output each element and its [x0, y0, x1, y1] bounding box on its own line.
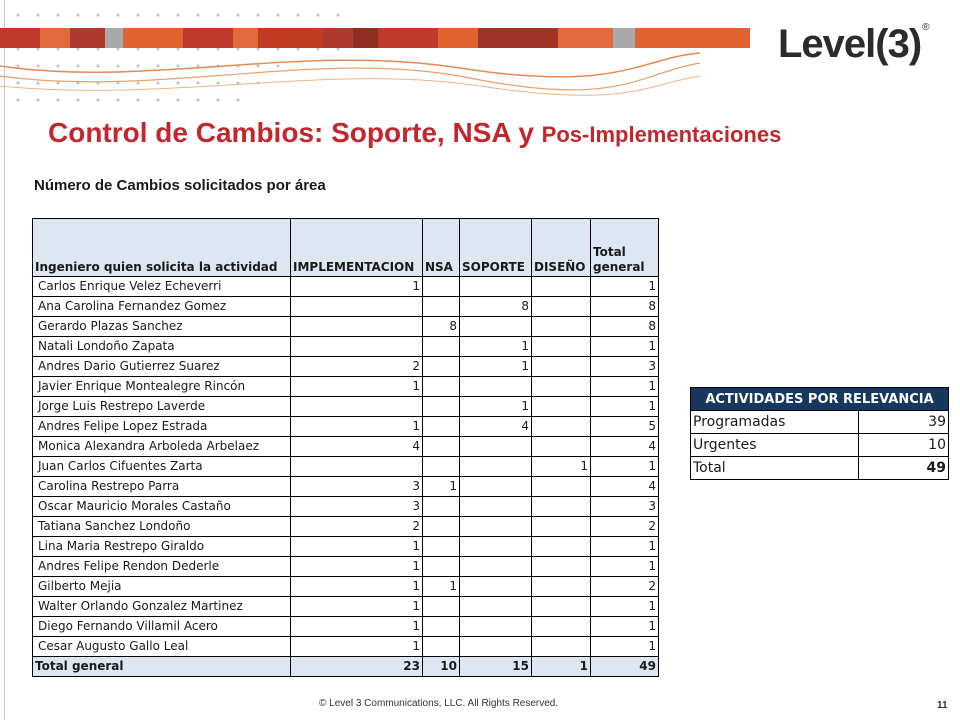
- nsa-cell: [423, 457, 460, 477]
- slide-subtitle: Número de Cambios solicitados por área: [34, 177, 326, 194]
- nsa-cell: [423, 617, 460, 637]
- nsa-cell: [423, 437, 460, 457]
- table-row: [33, 537, 659, 557]
- table-total-row: [33, 657, 659, 677]
- total-implementacion: 23: [291, 657, 423, 677]
- table-row: [33, 397, 659, 417]
- diseno-cell: [532, 317, 591, 337]
- implementacion-cell: 3: [291, 497, 423, 517]
- relevance-row: [691, 411, 949, 434]
- total-cell: 1: [591, 337, 659, 357]
- nsa-cell: 8: [423, 317, 460, 337]
- total-cell: 4: [591, 437, 659, 457]
- diseno-cell: [532, 577, 591, 597]
- diseno-cell: [532, 417, 591, 437]
- table-header-row: [33, 219, 659, 277]
- engineer-name-cell: Ana Carolina Fernandez Gomez: [33, 297, 291, 317]
- engineer-name-cell: Juan Carlos Cifuentes Zarta: [33, 457, 291, 477]
- total-cell: 1: [591, 537, 659, 557]
- total-nsa: 10: [423, 657, 460, 677]
- total-cell: 3: [591, 497, 659, 517]
- soporte-cell: [460, 457, 532, 477]
- total-general: 49: [591, 657, 659, 677]
- total-cell: 1: [591, 617, 659, 637]
- total-cell: 2: [591, 577, 659, 597]
- implementacion-cell: 1: [291, 597, 423, 617]
- implementacion-cell: 1: [291, 377, 423, 397]
- page-number: 11: [937, 700, 948, 711]
- soporte-cell: 1: [460, 357, 532, 377]
- engineer-name-cell: Gerardo Plazas Sanchez: [33, 317, 291, 337]
- nsa-cell: [423, 497, 460, 517]
- soporte-cell: 1: [460, 397, 532, 417]
- table-row: [33, 317, 659, 337]
- nsa-cell: [423, 277, 460, 297]
- engineer-name-cell: Cesar Augusto Gallo Leal: [33, 637, 291, 657]
- engineer-name-cell: Gilberto Mejia: [33, 577, 291, 597]
- relevance-row: [691, 457, 949, 480]
- table-row: [33, 377, 659, 397]
- engineer-name-cell: Natali Londoño Zapata: [33, 337, 291, 357]
- relevance-label: Programadas: [691, 411, 859, 434]
- table-row: [33, 477, 659, 497]
- relevance-row: [691, 434, 949, 457]
- engineer-name-cell: Lina Maria Restrepo Giraldo: [33, 537, 291, 557]
- nsa-cell: 1: [423, 477, 460, 497]
- implementacion-cell: [291, 297, 423, 317]
- soporte-cell: [460, 277, 532, 297]
- nsa-cell: [423, 417, 460, 437]
- engineer-name-cell: Javier Enrique Montealegre Rincón: [33, 377, 291, 397]
- soporte-cell: [460, 317, 532, 337]
- total-cell: 8: [591, 317, 659, 337]
- activities-by-relevance-table: [690, 387, 949, 480]
- nsa-cell: [423, 517, 460, 537]
- diseno-cell: [532, 557, 591, 577]
- soporte-cell: [460, 577, 532, 597]
- total-cell: 8: [591, 297, 659, 317]
- nsa-cell: [423, 637, 460, 657]
- implementacion-cell: 2: [291, 517, 423, 537]
- engineer-name-cell: Diego Fernando Villamil Acero: [33, 617, 291, 637]
- implementacion-cell: [291, 317, 423, 337]
- total-cell: 1: [591, 397, 659, 417]
- table-row: [33, 457, 659, 477]
- total-soporte: 15: [460, 657, 532, 677]
- engineer-name-cell: Andres Felipe Rendon Dederle: [33, 557, 291, 577]
- implementacion-cell: [291, 337, 423, 357]
- nsa-cell: 1: [423, 577, 460, 597]
- nsa-cell: [423, 397, 460, 417]
- slide-title: Control de Cambios: Soporte, NSA y Pos-Implementaciones: [48, 117, 782, 148]
- diseno-cell: [532, 297, 591, 317]
- table-row: [33, 637, 659, 657]
- table-row: [33, 497, 659, 517]
- total-cell: 1: [591, 377, 659, 397]
- table-row: [33, 357, 659, 377]
- header-total-general: Total general: [591, 219, 659, 277]
- soporte-cell: 8: [460, 297, 532, 317]
- table-row: [33, 557, 659, 577]
- soporte-cell: [460, 597, 532, 617]
- total-cell: 5: [591, 417, 659, 437]
- table-row: [33, 277, 659, 297]
- diseno-cell: [532, 397, 591, 417]
- table-row: [33, 417, 659, 437]
- relevance-value: 39: [859, 411, 949, 434]
- soporte-cell: 4: [460, 417, 532, 437]
- soporte-cell: [460, 637, 532, 657]
- soporte-cell: [460, 477, 532, 497]
- total-diseno: 1: [532, 657, 591, 677]
- header-soporte: SOPORTE: [460, 219, 532, 277]
- engineer-name-cell: Monica Alexandra Arboleda Arbelaez: [33, 437, 291, 457]
- table-row: [33, 617, 659, 637]
- implementacion-cell: 3: [291, 477, 423, 497]
- total-cell: 1: [591, 457, 659, 477]
- implementacion-cell: [291, 397, 423, 417]
- table-row: [33, 517, 659, 537]
- engineer-name-cell: Carolina Restrepo Parra: [33, 477, 291, 497]
- header-nsa: NSA: [423, 219, 460, 277]
- level3-logo: Level(3)®: [778, 22, 929, 66]
- copyright-footer: © Level 3 Communications, LLC. All Rights Reserved.: [319, 698, 559, 709]
- nsa-cell: [423, 557, 460, 577]
- implementacion-cell: 1: [291, 637, 423, 657]
- relevance-label: Urgentes: [691, 434, 859, 457]
- implementacion-cell: 1: [291, 537, 423, 557]
- diseno-cell: [532, 637, 591, 657]
- header-implementacion: IMPLEMENTACION: [291, 219, 423, 277]
- engineer-name-cell: Jorge Luis Restrepo Laverde: [33, 397, 291, 417]
- nsa-cell: [423, 297, 460, 317]
- engineer-name-cell: Andres Felipe Lopez Estrada: [33, 417, 291, 437]
- soporte-cell: [460, 437, 532, 457]
- relevance-value: 10: [859, 434, 949, 457]
- diseno-cell: [532, 337, 591, 357]
- table-row: [33, 597, 659, 617]
- soporte-cell: [460, 537, 532, 557]
- soporte-cell: 1: [460, 337, 532, 357]
- implementacion-cell: 1: [291, 417, 423, 437]
- diseno-cell: [532, 477, 591, 497]
- engineer-name-cell: Oscar Mauricio Morales Castaño: [33, 497, 291, 517]
- implementacion-cell: 2: [291, 357, 423, 377]
- table-row: [33, 337, 659, 357]
- engineer-name-cell: Andres Dario Gutierrez Suarez: [33, 357, 291, 377]
- engineer-name-cell: Walter Orlando Gonzalez Martinez: [33, 597, 291, 617]
- table-row: [33, 577, 659, 597]
- diseno-cell: [532, 277, 591, 297]
- diseno-cell: [532, 357, 591, 377]
- implementacion-cell: [291, 457, 423, 477]
- soporte-cell: [460, 557, 532, 577]
- total-cell: 1: [591, 277, 659, 297]
- decorative-wave-lines: [0, 48, 700, 108]
- soporte-cell: [460, 517, 532, 537]
- diseno-cell: [532, 437, 591, 457]
- header-diseno: DISEÑO: [532, 219, 591, 277]
- soporte-cell: [460, 617, 532, 637]
- total-cell: 1: [591, 637, 659, 657]
- diseno-cell: [532, 497, 591, 517]
- header-engineer: Ingeniero quien solicita la actividad: [33, 219, 291, 277]
- total-cell: 1: [591, 557, 659, 577]
- implementacion-cell: 4: [291, 437, 423, 457]
- total-cell: 1: [591, 597, 659, 617]
- diseno-cell: [532, 617, 591, 637]
- relevance-value: 49: [859, 457, 949, 480]
- implementacion-cell: 1: [291, 577, 423, 597]
- diseno-cell: [532, 597, 591, 617]
- total-cell: 3: [591, 357, 659, 377]
- total-cell: 2: [591, 517, 659, 537]
- diseno-cell: [532, 517, 591, 537]
- engineer-name-cell: Tatiana Sanchez Londoño: [33, 517, 291, 537]
- decorative-color-band: [0, 28, 750, 48]
- implementacion-cell: 1: [291, 557, 423, 577]
- implementacion-cell: 1: [291, 277, 423, 297]
- engineer-name-cell: Carlos Enrique Velez Echeverri: [33, 277, 291, 297]
- nsa-cell: [423, 597, 460, 617]
- diseno-cell: 1: [532, 457, 591, 477]
- changes-by-engineer-table: [32, 218, 659, 677]
- soporte-cell: [460, 377, 532, 397]
- relevance-header: ACTIVIDADES POR RELEVANCIA: [691, 388, 949, 411]
- relevance-label: Total: [691, 457, 859, 480]
- diseno-cell: [532, 537, 591, 557]
- nsa-cell: [423, 537, 460, 557]
- nsa-cell: [423, 377, 460, 397]
- table-row: [33, 297, 659, 317]
- diseno-cell: [532, 377, 591, 397]
- nsa-cell: [423, 357, 460, 377]
- total-label: Total general: [33, 657, 291, 677]
- total-cell: 4: [591, 477, 659, 497]
- soporte-cell: [460, 497, 532, 517]
- nsa-cell: [423, 337, 460, 357]
- table-row: [33, 437, 659, 457]
- implementacion-cell: 1: [291, 617, 423, 637]
